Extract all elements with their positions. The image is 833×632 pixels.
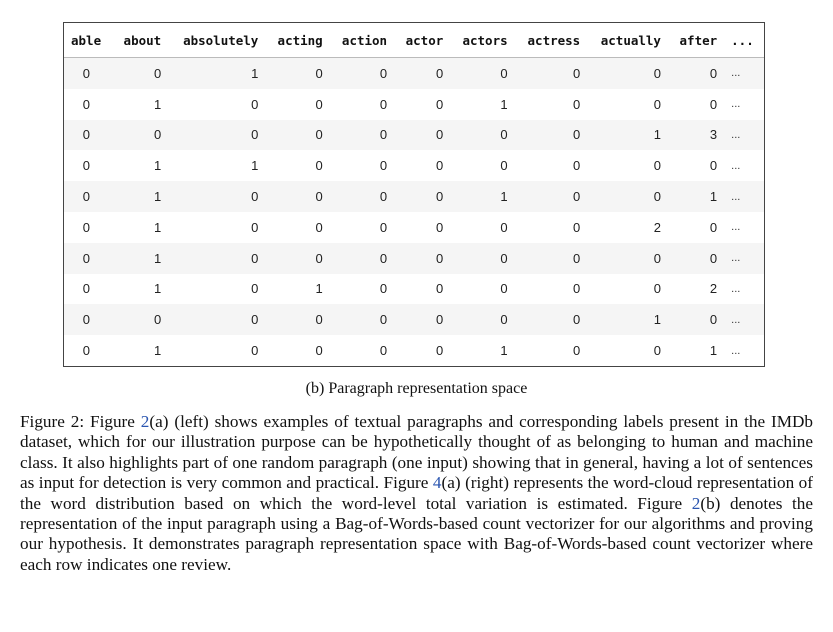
table-row: [64, 181, 764, 212]
count-cell: 0: [168, 120, 265, 151]
column-header: about: [112, 23, 168, 58]
ellipsis-cell: ...: [724, 243, 764, 274]
table-header: [64, 23, 764, 58]
count-cell: 0: [265, 212, 329, 243]
count-cell: 0: [330, 243, 394, 274]
count-cell: 0: [265, 181, 329, 212]
count-cell: 1: [587, 304, 668, 335]
count-cell: 0: [168, 89, 265, 120]
bow-table-figure: [63, 22, 765, 367]
count-cell: 0: [394, 243, 450, 274]
count-cell: 1: [587, 120, 668, 151]
column-header: actor: [394, 23, 450, 58]
ellipsis-cell: ...: [724, 304, 764, 335]
count-cell: 0: [668, 58, 724, 89]
subfigure-caption: (b) Paragraph representation space: [305, 380, 528, 397]
count-cell: 0: [450, 212, 514, 243]
count-cell: 0: [450, 150, 514, 181]
table-row: [64, 150, 764, 181]
column-header: actually: [587, 23, 668, 58]
count-cell: 0: [394, 274, 450, 305]
count-cell: 0: [450, 243, 514, 274]
column-header: after: [668, 23, 724, 58]
count-cell: 0: [668, 304, 724, 335]
count-cell: 1: [450, 89, 514, 120]
count-cell: 0: [330, 212, 394, 243]
caption-text-1: Figure: [84, 412, 141, 431]
count-cell: 0: [64, 181, 112, 212]
column-header: absolutely: [168, 23, 265, 58]
table-row: [64, 335, 764, 366]
count-cell: 0: [515, 58, 588, 89]
ellipsis-cell: ...: [724, 335, 764, 366]
count-cell: 0: [394, 89, 450, 120]
figure-ref-link[interactable]: 2: [140, 412, 150, 431]
count-cell: 0: [265, 89, 329, 120]
table-row: [64, 58, 764, 89]
column-header: able: [64, 23, 112, 58]
count-cell: 3: [668, 120, 724, 151]
count-cell: 1: [112, 335, 168, 366]
count-cell: 0: [515, 335, 588, 366]
count-cell: 0: [112, 304, 168, 335]
column-header-more: ...: [724, 23, 764, 58]
count-cell: 0: [587, 181, 668, 212]
figure-ref-link[interactable]: 2: [691, 493, 701, 513]
count-cell: 1: [168, 58, 265, 89]
ellipsis-cell: ...: [724, 212, 764, 243]
count-cell: 1: [112, 150, 168, 181]
ellipsis-cell: ...: [724, 150, 764, 181]
count-cell: 0: [64, 212, 112, 243]
count-cell: 0: [330, 274, 394, 305]
ellipsis-cell: ...: [724, 120, 764, 151]
count-cell: 1: [112, 274, 168, 305]
column-header: acting: [265, 23, 329, 58]
count-cell: 1: [112, 243, 168, 274]
count-cell: 0: [587, 274, 668, 305]
count-cell: 0: [668, 243, 724, 274]
count-cell: 0: [265, 150, 329, 181]
count-cell: 0: [64, 274, 112, 305]
count-cell: 0: [64, 335, 112, 366]
count-cell: 0: [64, 243, 112, 274]
count-cell: 0: [450, 120, 514, 151]
count-cell: 0: [330, 58, 394, 89]
column-header: action: [330, 23, 394, 58]
count-cell: 0: [394, 120, 450, 151]
count-cell: 0: [64, 89, 112, 120]
figure-ref-link[interactable]: 4: [432, 473, 442, 493]
count-cell: 1: [450, 335, 514, 366]
table-row: [64, 212, 764, 243]
count-cell: 0: [168, 335, 265, 366]
count-cell: 0: [330, 120, 394, 151]
table-row: [64, 274, 764, 305]
count-cell: 0: [394, 304, 450, 335]
count-cell: 1: [265, 274, 329, 305]
caption-text-2: (a) (left) shows examples of textual paragraphs and corresponding labels present in the IMDb dataset, which for our illustration purpose can be hypothetically thought of as belonging to human and machine class. It also highlights part of one random paragraph (one input) showing that in general, having a lot of sentences as input for detection is very common and practical. Figure: [20, 412, 813, 493]
count-cell: 0: [515, 120, 588, 151]
count-cell: 0: [515, 150, 588, 181]
count-cell: 0: [450, 58, 514, 89]
count-cell: 0: [265, 304, 329, 335]
count-cell: 2: [668, 274, 724, 305]
count-cell: 0: [64, 58, 112, 89]
count-cell: 0: [587, 58, 668, 89]
count-cell: 0: [668, 89, 724, 120]
count-cell: 0: [515, 89, 588, 120]
column-header: actors: [450, 23, 514, 58]
table-body: [64, 58, 764, 366]
count-cell: 0: [515, 181, 588, 212]
count-cell: 0: [587, 89, 668, 120]
ellipsis-cell: ...: [724, 58, 764, 89]
count-cell: 0: [394, 335, 450, 366]
ellipsis-cell: ...: [724, 89, 764, 120]
table-row: [64, 304, 764, 335]
count-cell: 0: [394, 150, 450, 181]
count-cell: 0: [265, 243, 329, 274]
count-cell: 0: [515, 243, 588, 274]
bow-count-table: [64, 23, 764, 366]
header-row: [64, 23, 764, 58]
count-cell: 0: [587, 243, 668, 274]
count-cell: 0: [64, 120, 112, 151]
column-header: actress: [515, 23, 588, 58]
count-cell: 1: [668, 181, 724, 212]
count-cell: 0: [112, 58, 168, 89]
count-cell: 0: [668, 150, 724, 181]
count-cell: 0: [394, 58, 450, 89]
count-cell: 0: [64, 150, 112, 181]
count-cell: 0: [394, 181, 450, 212]
count-cell: 1: [112, 89, 168, 120]
count-cell: 1: [112, 212, 168, 243]
count-cell: 0: [168, 243, 265, 274]
count-cell: 1: [112, 181, 168, 212]
count-cell: 0: [112, 120, 168, 151]
count-cell: 0: [450, 274, 514, 305]
ellipsis-cell: ...: [724, 274, 764, 305]
count-cell: 0: [587, 150, 668, 181]
count-cell: 0: [330, 89, 394, 120]
table-row: [64, 243, 764, 274]
count-cell: 0: [515, 212, 588, 243]
figure-caption: [20, 412, 813, 575]
count-cell: 0: [330, 181, 394, 212]
count-cell: 1: [668, 335, 724, 366]
count-cell: 0: [168, 212, 265, 243]
count-cell: 0: [265, 335, 329, 366]
count-cell: 0: [450, 304, 514, 335]
count-cell: 0: [515, 304, 588, 335]
caption-label: Figure 2:: [20, 412, 85, 431]
ellipsis-cell: ...: [724, 181, 764, 212]
count-cell: 0: [168, 304, 265, 335]
count-cell: 2: [587, 212, 668, 243]
count-cell: 0: [64, 304, 112, 335]
count-cell: 0: [394, 212, 450, 243]
count-cell: 0: [587, 335, 668, 366]
count-cell: 0: [515, 274, 588, 305]
caption-text-3: (a) (right) represents the word-cloud representation of the word distribution based on which the word-level total variation is estimated. Figure: [20, 473, 814, 513]
count-cell: 0: [265, 58, 329, 89]
table-row: [64, 120, 764, 151]
table-row: [64, 89, 764, 120]
count-cell: 0: [330, 150, 394, 181]
count-cell: 0: [265, 120, 329, 151]
count-cell: 0: [668, 212, 724, 243]
count-cell: 0: [330, 335, 394, 366]
count-cell: 1: [450, 181, 514, 212]
count-cell: 0: [168, 181, 265, 212]
caption-text-4: (b) denotes the representation of the input paragraph using a Bag-of-Words-based count vectorizer for our algorithms and proving our hypothesis. It demonstrates paragraph representation space with Bag-of-Words-based count vectorizer where each row indicates one review.: [20, 493, 814, 574]
count-cell: 0: [168, 274, 265, 305]
count-cell: 0: [330, 304, 394, 335]
count-cell: 1: [168, 150, 265, 181]
